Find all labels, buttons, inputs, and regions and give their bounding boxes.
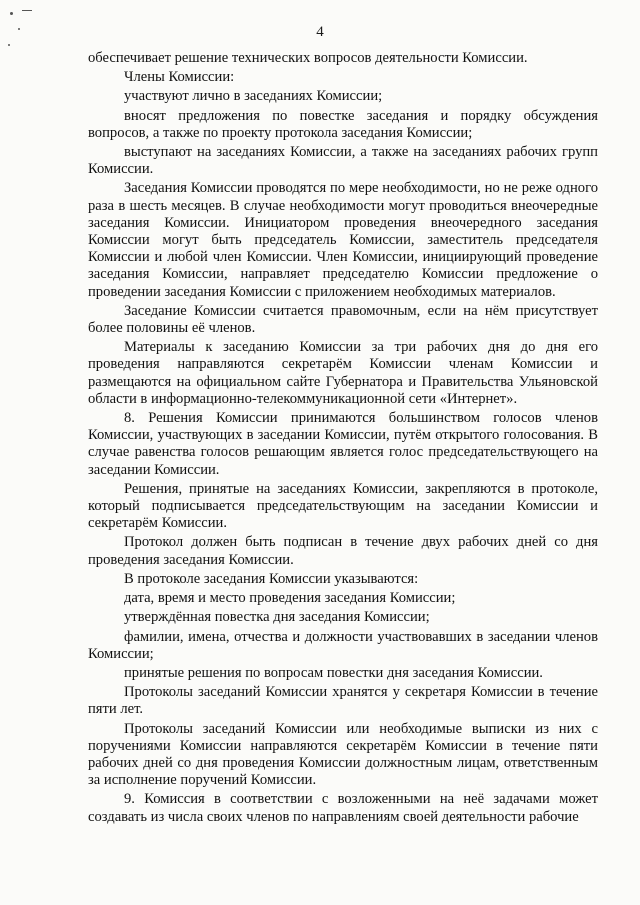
paragraph: В протоколе заседания Комиссии указываются: [124, 570, 419, 587]
paragraph: Протоколы заседаний Комиссии или необходимые выписки из них с поручениями Комиссии направляются секретарём Комиссии в течение пяти рабочих дней со дня проведения Комиссии должностным лицам, ответственным за исполнение поручений Комиссии. [88, 720, 598, 789]
paragraph: Материалы к заседанию Комиссии за три рабочих дня до дня его проведения направляются секретарём Комиссии членам Комиссии и размещаются на официальном сайте Губернатора и Правительства Ульяновской области в информационно-телекоммуникационной сети «Интернет». [88, 339, 598, 407]
paragraph: Протоколы заседаний Комиссии хранятся у секретаря Комиссии в течение пяти лет. [88, 684, 598, 718]
paragraph: Протокол должен быть подписан в течение двух рабочих дней со дня проведения заседания Комиссии. [88, 534, 598, 568]
paragraph: Заседание Комиссии считается правомочным, если на нём присутствует более половины её членов. [88, 302, 598, 337]
paragraph: вносят предложения по повестке заседания и порядку обсуждения вопросов, а также по проекту протокола заседания Комиссии; [88, 107, 598, 141]
paragraph: принятые решения по вопросам повестки дня заседания Комиссии. [124, 664, 543, 681]
scan-artifact [10, 12, 13, 15]
paragraph: участвуют лично в заседаниях Комиссии; [124, 88, 383, 105]
paragraph: фамилии, имена, отчества и должности участвовавших в заседании членов Комиссии; [88, 628, 598, 662]
paragraph: утверждённая повестка дня заседания Комиссии; [124, 609, 430, 626]
paragraph: Члены Комиссии: [124, 69, 235, 86]
paragraph: 8. Решения Комиссии принимаются большинством голосов членов Комиссии, участвующих в заседании Комиссии, путём открытого голосования. В случае равенства голосов решающим является голос председательствующего на заседании Комиссии. [88, 410, 598, 478]
paragraph: 9. Комиссия в соответствии с возложенными на неё задачами может создавать из числа своих членов по направлениям своей деятельности рабочие [88, 791, 598, 825]
scan-artifact [22, 10, 32, 11]
paragraph: выступают на заседаниях Комиссии, а также на заседаниях рабочих групп Комиссии. [88, 144, 598, 178]
page-number: 4 [316, 24, 324, 40]
paragraph: Заседания Комиссии проводятся по мере необходимости, но не реже одного раза в шесть месяцев. В случае необходимости могут проводиться внеочередные заседания Комиссии. Инициатором проведения внеочередного заседания Комиссии могут быть председатель Комиссии, заместитель председателя Комиссии и любой член Комиссии. Член Комиссии, инициирующий проведение заседания Комиссии, направляет председателю Комиссии предложение о проведении заседания Комиссии с приложением необходимых материалов. [88, 180, 598, 300]
scan-artifact [8, 44, 10, 46]
paragraph: дата, время и место проведения заседания Комиссии; [124, 590, 456, 607]
document-body [88, 50, 598, 828]
paragraph: обеспечивает решение технических вопросов деятельности Комиссии. [88, 50, 528, 66]
paragraph: Решения, принятые на заседаниях Комиссии, закрепляются в протоколе, который подписывается председательствующим на заседании Комиссии и секретарём Комиссии. [88, 480, 598, 532]
